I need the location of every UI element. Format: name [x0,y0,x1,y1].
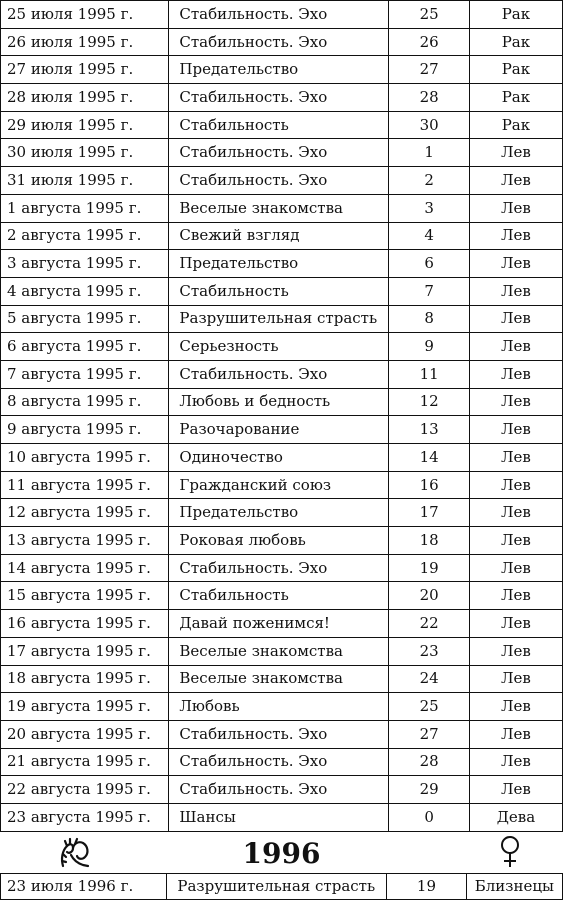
zodiac-sign-cell: Лев [469,693,562,721]
zodiac-sign-cell: Лев [469,720,562,748]
date-cell: 21 августа 1995 г. [1,748,169,776]
number-cell: 24 [389,665,470,693]
table-row [1,874,563,900]
date-cell: 5 августа 1995 г. [1,305,169,333]
table-row [1,693,563,721]
table-row [1,720,563,748]
table-body [1,1,563,832]
zodiac-sign-cell: Рак [469,84,562,112]
date-cell: 30 июля 1995 г. [1,139,169,167]
number-cell: 9 [389,333,470,361]
description-cell: Стабильность. Эхо [169,1,389,29]
date-cell: 8 августа 1995 г. [1,388,169,416]
description-cell: Стабильность [169,582,389,610]
table-row [1,139,563,167]
date-cell: 1 августа 1995 г. [1,194,169,222]
date-cell: 26 июля 1995 г. [1,28,169,56]
date-cell: 2 августа 1995 г. [1,222,169,250]
description-cell: Разочарование [169,416,389,444]
zodiac-sign-cell: Лев [469,637,562,665]
date-cell: 23 августа 1995 г. [1,803,169,831]
table-row [1,333,563,361]
number-cell: 6 [389,250,470,278]
zodiac-sign-cell: Лев [469,222,562,250]
number-cell: 2 [389,167,470,195]
date-cell: 28 июля 1995 г. [1,84,169,112]
number-cell: 14 [389,444,470,472]
zodiac-sign-cell: Лев [469,360,562,388]
number-cell: 20 [389,582,470,610]
number-cell: 11 [389,360,470,388]
description-cell: Давай поженимся! [169,610,389,638]
zodiac-sign-cell: Лев [469,776,562,804]
zodiac-sign-cell: Лев [469,665,562,693]
date-cell: 17 августа 1995 г. [1,637,169,665]
description-cell: Веселые знакомства [169,637,389,665]
description-cell: Гражданский союз [169,471,389,499]
description-cell: Любовь и бедность [169,388,389,416]
zodiac-sign-cell: Лев [469,333,562,361]
table-row [1,167,563,195]
description-cell: Стабильность. Эхо [169,554,389,582]
table-row [1,1,563,29]
table-row [1,277,563,305]
date-cell: 16 августа 1995 г. [1,610,169,638]
zodiac-sign-cell: Лев [469,499,562,527]
description-cell: Стабильность. Эхо [169,720,389,748]
date-cell: 25 июля 1995 г. [1,1,169,29]
year-section-header [0,831,563,873]
zodiac-sign-cell: Лев [469,748,562,776]
table-row [1,56,563,84]
date-cell: 3 августа 1995 г. [1,250,169,278]
description-cell: Стабильность [169,277,389,305]
table-row [1,111,563,139]
number-cell: 12 [389,388,470,416]
date-cell: 27 июля 1995 г. [1,56,169,84]
number-cell: 18 [389,527,470,555]
table-row [1,665,563,693]
description-cell: Стабильность [169,111,389,139]
number-cell: 17 [389,499,470,527]
zodiac-sign-cell: Лев [469,388,562,416]
zodiac-sign-cell: Лев [469,471,562,499]
date-cell: 31 июля 1995 г. [1,167,169,195]
description-cell: Предательство [169,499,389,527]
table-row [1,222,563,250]
zodiac-sign-cell: Лев [469,139,562,167]
date-cell: 7 августа 1995 г. [1,360,169,388]
table-row [1,610,563,638]
venus-symbol-icon [497,835,523,873]
zodiac-sign-cell: Лев [469,554,562,582]
table-row [1,444,563,472]
date-cell: 6 августа 1995 г. [1,333,169,361]
number-cell: 23 [389,637,470,665]
zodiac-sign-cell: Лев [469,416,562,444]
description-cell: Роковая любовь [169,527,389,555]
table-row [1,388,563,416]
table-row [1,637,563,665]
number-cell: 22 [389,610,470,638]
compatibility-table-1996 [0,873,563,900]
table-row [1,305,563,333]
zodiac-sign-cell: Лев [469,194,562,222]
zodiac-sign-cell: Рак [469,56,562,84]
number-cell: 27 [389,56,470,84]
date-cell: 10 августа 1995 г. [1,444,169,472]
number-cell: 25 [389,693,470,721]
description-cell: Свежий взгляд [169,222,389,250]
number-cell: 7 [389,277,470,305]
date-cell: 18 августа 1995 г. [1,665,169,693]
description-cell: Веселые знакомства [169,665,389,693]
zodiac-sign-cell: Лев [469,305,562,333]
zodiac-sign-cell: Рак [469,28,562,56]
description-cell: Стабильность. Эхо [169,360,389,388]
description-cell: Предательство [169,56,389,84]
zodiac-sign-cell: Лев [469,167,562,195]
table-row [1,84,563,112]
number-cell: 13 [389,416,470,444]
number-cell: 19 [387,874,467,900]
description-cell: Любовь [169,693,389,721]
number-cell: 1 [389,139,470,167]
zodiac-sign-cell: Лев [469,250,562,278]
table-row [1,748,563,776]
year-title: 1996 [242,837,321,870]
description-cell: Стабильность. Эхо [169,167,389,195]
description-cell: Стабильность. Эхо [169,28,389,56]
description-cell: Серьезность [169,333,389,361]
description-cell: Веселые знакомства [169,194,389,222]
date-cell: 15 августа 1995 г. [1,582,169,610]
date-cell: 19 августа 1995 г. [1,693,169,721]
table-row [1,803,563,831]
number-cell: 4 [389,222,470,250]
table-row [1,776,563,804]
description-cell: Шансы [169,803,389,831]
table-row [1,416,563,444]
table-row [1,28,563,56]
zodiac-sign-cell: Близнецы [466,874,562,900]
number-cell: 3 [389,194,470,222]
number-cell: 25 [389,1,470,29]
table-row [1,360,563,388]
table-row [1,527,563,555]
date-cell: 13 августа 1995 г. [1,527,169,555]
number-cell: 8 [389,305,470,333]
date-cell: 11 августа 1995 г. [1,471,169,499]
description-cell: Одиночество [169,444,389,472]
zodiac-sign-cell: Дева [469,803,562,831]
number-cell: 28 [389,84,470,112]
number-cell: 29 [389,776,470,804]
date-cell: 22 августа 1995 г. [1,776,169,804]
description-cell: Стабильность. Эхо [169,139,389,167]
table-body-1996 [1,874,563,900]
table-row [1,499,563,527]
description-cell: Разрушительная страсть [167,874,387,900]
zodiac-sign-cell: Рак [469,1,562,29]
date-cell: 23 июля 1996 г. [1,874,167,900]
description-cell: Стабильность. Эхо [169,748,389,776]
number-cell: 28 [389,748,470,776]
zodiac-sign-cell: Рак [469,111,562,139]
number-cell: 26 [389,28,470,56]
date-cell: 4 августа 1995 г. [1,277,169,305]
zodiac-sign-cell: Лев [469,277,562,305]
number-cell: 27 [389,720,470,748]
date-cell: 14 августа 1995 г. [1,554,169,582]
table-row [1,582,563,610]
table-row [1,250,563,278]
table-row [1,471,563,499]
table-row [1,554,563,582]
zodiac-sign-cell: Лев [469,610,562,638]
date-cell: 12 августа 1995 г. [1,499,169,527]
description-cell: Разрушительная страсть [169,305,389,333]
number-cell: 30 [389,111,470,139]
number-cell: 19 [389,554,470,582]
date-cell: 29 июля 1995 г. [1,111,169,139]
description-cell: Предательство [169,250,389,278]
date-cell: 20 августа 1995 г. [1,720,169,748]
zodiac-sign-cell: Лев [469,444,562,472]
number-cell: 0 [389,803,470,831]
zodiac-sign-cell: Лев [469,582,562,610]
date-cell: 9 августа 1995 г. [1,416,169,444]
description-cell: Стабильность. Эхо [169,776,389,804]
number-cell: 16 [389,471,470,499]
table-row [1,194,563,222]
description-cell: Стабильность. Эхо [169,84,389,112]
zodiac-sign-cell: Лев [469,527,562,555]
